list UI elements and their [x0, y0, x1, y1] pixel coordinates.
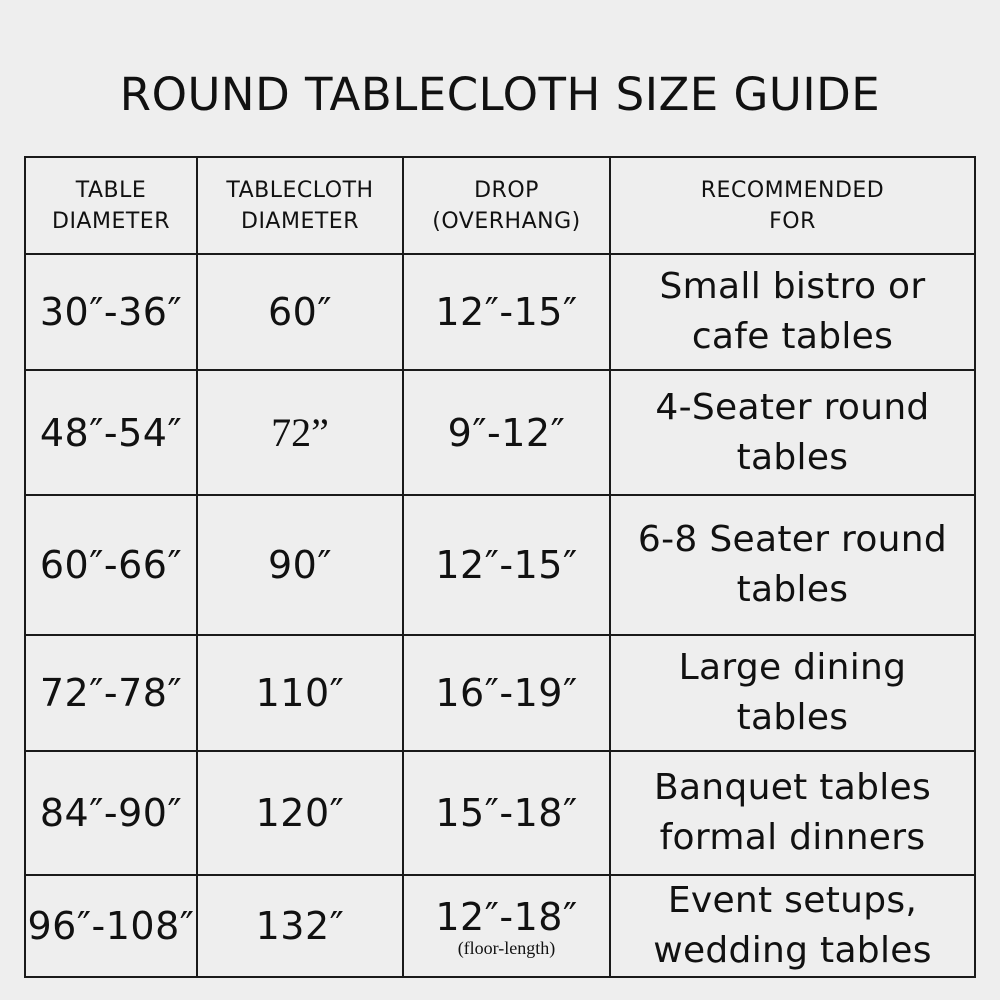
drop-cell: 9″-12″ — [403, 370, 610, 495]
recommended-cell — [610, 635, 975, 751]
tablecloth-diameter-cell: 120″ — [197, 751, 403, 875]
header-label: DROP — [474, 177, 539, 203]
table-diameter-cell: 96″-108″ — [25, 875, 197, 977]
recommended-line: Large dining — [678, 647, 907, 688]
table-diameter-cell: 72″-78″ — [25, 635, 197, 751]
tablecloth-diameter-cell: 110″ — [197, 635, 403, 751]
drop-cell: 12″-15″ — [403, 495, 610, 635]
recommended-line: tables — [736, 569, 849, 610]
recommended-line: Event setups, — [667, 880, 918, 921]
table-diameter-cell: 48″-54″ — [25, 370, 197, 495]
table-row — [25, 751, 975, 875]
header-table-diameter — [25, 157, 197, 254]
drop-cell: 12″-15″ — [403, 254, 610, 370]
header-label: DIAMETER — [52, 208, 170, 234]
recommended-line: tables — [736, 436, 849, 478]
recommended-line: Small bistro or — [659, 266, 926, 307]
drop-cell: 15″-18″ — [403, 751, 610, 875]
tablecloth-diameter-cell: 60″ — [197, 254, 403, 370]
header-drop — [403, 157, 610, 254]
recommended-line: 4-Seater round — [655, 386, 930, 428]
recommended-cell — [610, 495, 975, 635]
table-row — [25, 254, 975, 370]
table-diameter-cell: 84″-90″ — [25, 751, 197, 875]
recommended-cell — [610, 254, 975, 370]
drop-cell: 16″-19″ — [403, 635, 610, 751]
table-diameter-cell: 60″-66″ — [25, 495, 197, 635]
drop-cell — [403, 875, 610, 977]
recommended-cell — [610, 875, 975, 977]
page-title: ROUND TABLECLOTH SIZE GUIDE — [119, 68, 881, 121]
recommended-cell — [610, 751, 975, 875]
header-label: TABLE — [75, 177, 147, 203]
recommended-line: 6-8 Seater round — [637, 519, 948, 560]
header-label: RECOMMENDED — [700, 177, 885, 203]
recommended-line: formal dinners — [659, 817, 926, 858]
header-label: DIAMETER — [241, 208, 359, 234]
table-row — [25, 370, 975, 495]
header-recommended-for — [610, 157, 975, 254]
header-label: FOR — [769, 208, 816, 234]
table-diameter-cell: 30″-36″ — [25, 254, 197, 370]
drop-value: 12″-18″ — [435, 895, 578, 939]
table-row — [25, 875, 975, 977]
tablecloth-diameter-cell: 90″ — [197, 495, 403, 635]
tablecloth-diameter-cell: 72” — [197, 370, 403, 495]
header-row — [25, 157, 975, 254]
recommended-line: Banquet tables — [653, 767, 932, 808]
header-tablecloth-diameter — [197, 157, 403, 254]
recommended-line: tables — [736, 697, 849, 738]
recommended-line: cafe tables — [691, 316, 894, 357]
header-label: (OVERHANG) — [432, 208, 581, 234]
recommended-cell — [610, 370, 975, 495]
header-label: TABLECLOTH — [226, 177, 374, 203]
tablecloth-diameter-cell: 132″ — [197, 875, 403, 977]
recommended-line: wedding tables — [653, 930, 932, 971]
table-row — [25, 495, 975, 635]
drop-note: (floor-length) — [457, 938, 556, 958]
table-row — [25, 635, 975, 751]
size-guide-table — [24, 156, 976, 978]
